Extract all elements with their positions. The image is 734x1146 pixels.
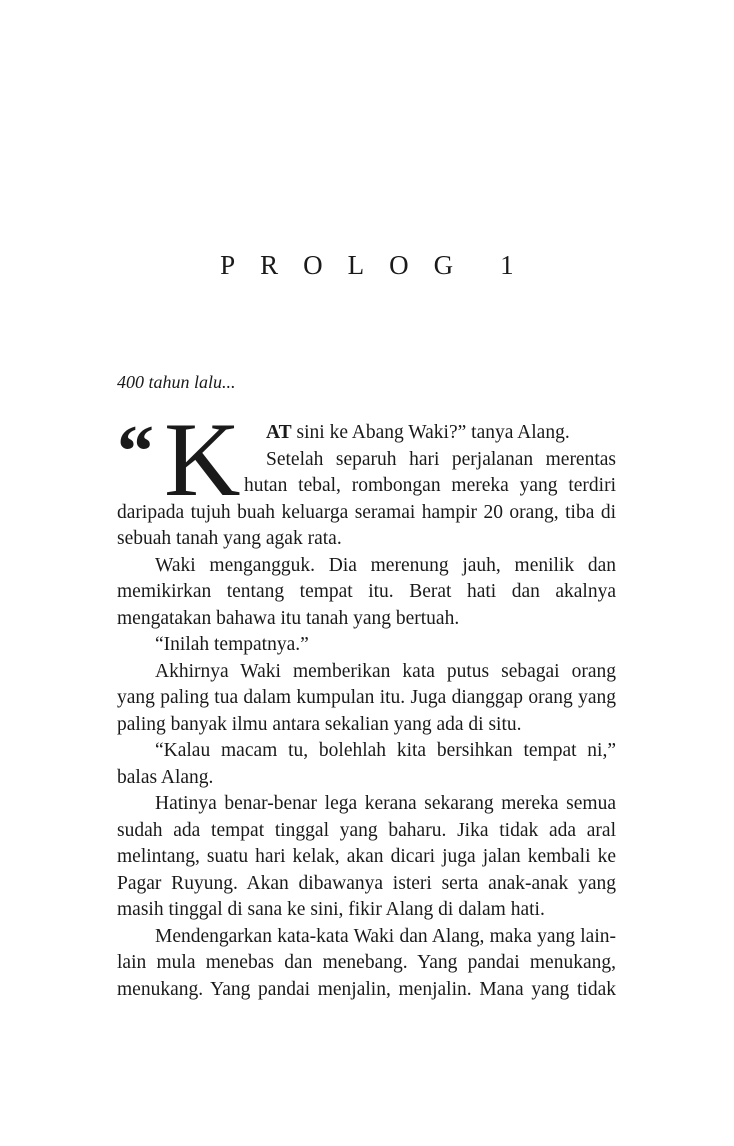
chapter-number: 1: [500, 250, 514, 280]
text-line: mengatakan bahawa itu tanah yang bertuah.: [117, 607, 460, 629]
text-line: “Inilah tempatnya.”: [155, 634, 309, 655]
text-line: paling banyak ilmu antara sekalian yang ada di situ.: [117, 713, 522, 735]
text-line: Setelah separuh hari perjalanan merentas: [266, 448, 616, 470]
text-line: hutan tebal, rombongan mereka yang terdiri: [244, 475, 616, 496]
drop-cap-quote: “: [117, 411, 154, 493]
chapter-word: PROLOG: [220, 250, 479, 280]
text-line: Pagar Ruyung. Akan dibawanya isteri serta anak-anak yang: [117, 872, 616, 894]
text-line: daripada tujuh buah keluarga seramai hampir 20 orang, tiba di: [117, 501, 616, 523]
text-line: Akhirnya Waki memberikan kata putus sebagai orang: [155, 660, 616, 682]
text-line: yang paling tua dalam kumpulan itu. Juga dianggap orang yang: [117, 687, 616, 708]
body-text: [117, 401, 616, 1003]
chapter-heading: [0, 250, 734, 281]
text-line: masih tinggal di sana ke sini, fikir Alang di dalam hati.: [117, 899, 545, 920]
text-line: sudah ada tempat tinggal yang baharu. Jika tidak ada aral: [117, 819, 616, 841]
text-line: Mendengarkan kata-kata Waki dan Alang, maka yang lain-: [155, 925, 616, 947]
text-line: balas Alang.: [117, 766, 214, 788]
text-line: memikirkan tentang tempat itu. Berat hati dan akalnya: [117, 581, 616, 602]
first-word-rest: AT: [266, 422, 292, 443]
text-line: sebuah tanah yang agak rata.: [117, 528, 342, 549]
text-line: Waki mengangguk. Dia merenung jauh, menilik dan: [155, 554, 616, 576]
text-line: melintang, suatu hari kelak, akan dicari juga jalan kembali ke: [117, 846, 616, 867]
drop-cap-letter: K: [164, 401, 241, 518]
text-line: lain mula menebas dan menebang. Yang pandai menukang,: [117, 952, 616, 973]
text-line: menukang. Yang pandai menjalin, menjalin. Mana yang tidak: [117, 978, 616, 1000]
first-line-rest: sini ke Abang Waki?” tanya Alang.: [291, 422, 570, 443]
text-line: Hatinya benar-benar lega kerana sekarang mereka semua: [155, 793, 616, 814]
text-line: “Kalau macam tu, bolehlah kita bersihkan tempat ni,”: [155, 740, 616, 761]
epigraph: 400 tahun lalu...: [117, 372, 236, 392]
